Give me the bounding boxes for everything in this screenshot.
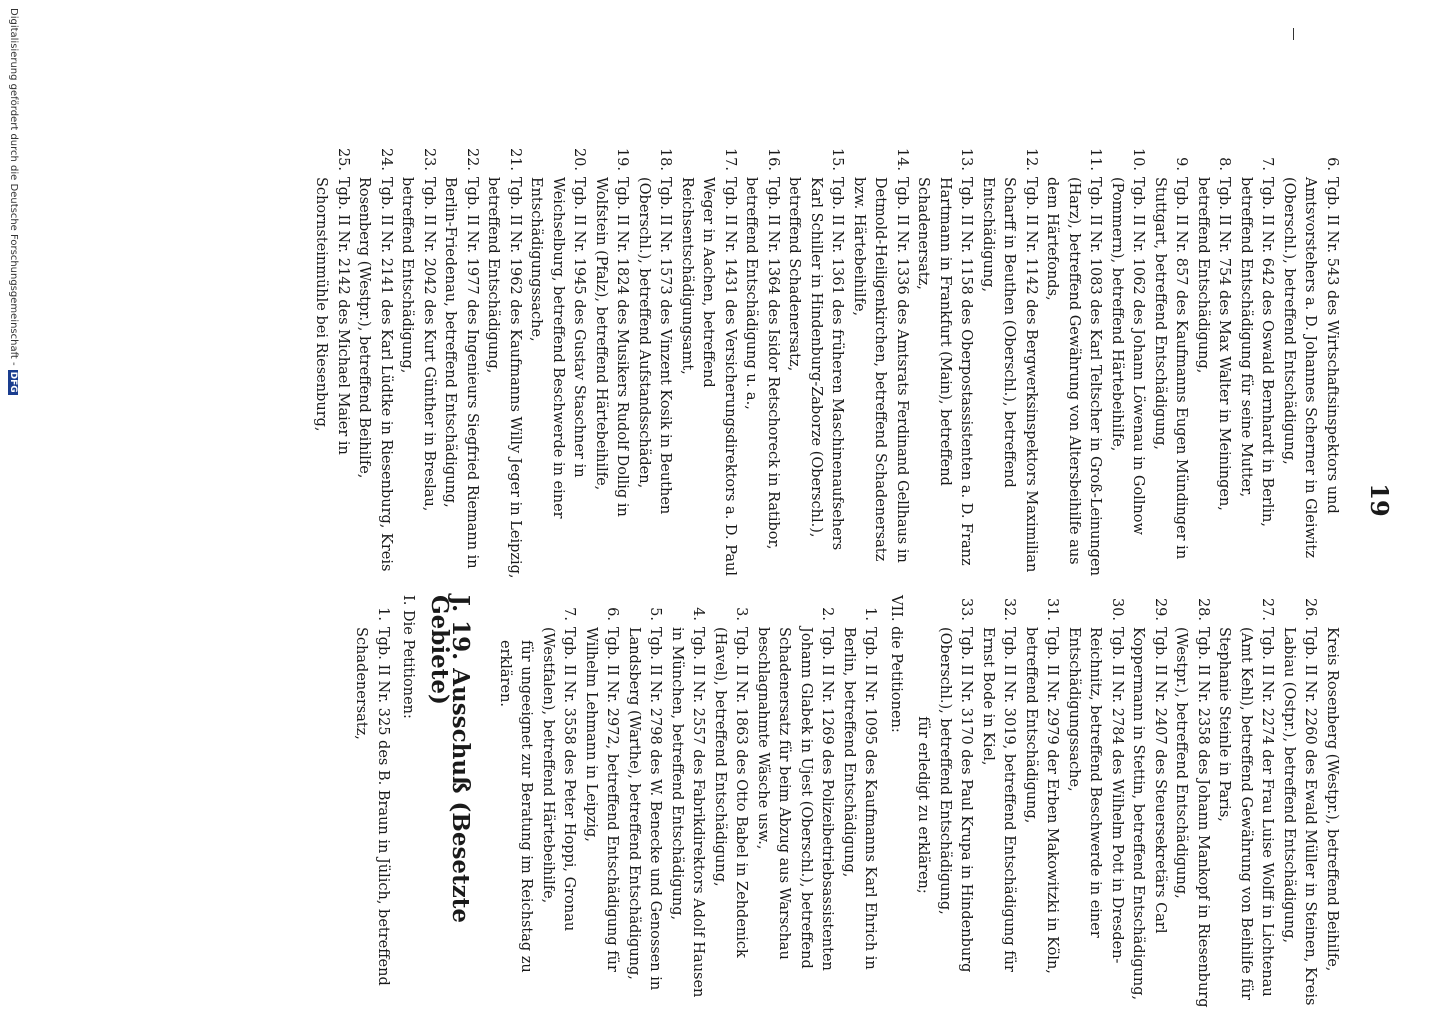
petition-entry <box>633 145 676 585</box>
entry-text: Tgb. II Nr. 2407 des Steuersekretärs Carl Koppermann in Stettin, betreffend Entschädigung, <box>1130 627 1168 1001</box>
entry-number: 33. <box>958 597 975 621</box>
petition-entry <box>350 595 393 1015</box>
entry-text: Tgb. II Nr. 2979 der Erben Makowitzki in Köln, betreffend Entschädigung, <box>1023 627 1061 974</box>
entry-number: 14. <box>894 147 910 171</box>
petition-entry <box>838 595 881 1015</box>
entry-number: 3. <box>733 607 750 621</box>
entry-text: Tgb. II Nr. 1158 des Oberpostassistenten a. D. Franz Hartmann in Frankfurt (Main), betreffend Schadenersatz, <box>915 177 975 566</box>
entry-text: Tgb. II Nr. 1364 des Isidor Retschoreck in Ratibor, betreffend Entschädigung u. a., <box>743 177 781 550</box>
entry-text: Tgb. II Nr. 3019, betreffend Entschädigung für Ernst Bode in Kiel, <box>980 627 1018 972</box>
petition-entry <box>1149 145 1192 585</box>
dfg-logo: DFG <box>8 371 19 393</box>
entry-number: 18. <box>657 147 674 171</box>
section-vii-label: VII. die Petitionen: <box>888 595 904 733</box>
entry-text: Tgb. II Nr. 1863 des Otto Babel in Zehdenick (Havel), betreffend Entschädigung, <box>712 627 750 958</box>
petition-entry <box>396 145 439 585</box>
margin-mark <box>1293 28 1294 40</box>
petition-entry <box>1278 595 1321 1015</box>
entry-text: Tgb. II Nr. 1083 des Karl Teltscher in Groß-Leinungen (Harz), betreffend Gewährung von Altersbeihilfe aus dem Härtefonds, <box>1044 177 1104 576</box>
petition-entry <box>590 145 633 585</box>
right-column <box>350 595 1342 1015</box>
entry-text: Tgb. II Nr. 2358 des Johann Mankopf in Riesenburg (Westpr.), betreffend Entschädigung, <box>1173 627 1211 1008</box>
entry-number: 1. <box>862 607 879 621</box>
petition-entry <box>1127 595 1170 1015</box>
entry-number: 28. <box>1195 597 1211 621</box>
entry-text: Tgb. II Nr. 1945 des Gustav Staschner in Weichselburg, betreffend Beschwerde in einer Entschädigungssache, <box>528 177 588 519</box>
entry-number: 12. <box>1023 147 1039 171</box>
ungeeignet-note: für ungeeignet zur Beratung im Reichstag zu erklären. <box>497 640 535 973</box>
entry-text: Tgb. II Nr. 2260 des Ewald Müller in Steinen, Kreis Labiau (Ostpr.), betreffend Entschädigung, <box>1281 627 1319 1006</box>
erledigt-note: für erledigt zu erklären; <box>915 716 932 894</box>
entry-text: Tgb. II Nr. 1142 des Bergwerksinspektors Maximilian Scharff in Beuthen (Oberschl.), betreffend Entschädigung, <box>980 177 1039 573</box>
petition-entry <box>353 145 396 585</box>
entry-number: 19. <box>614 147 631 171</box>
entry-number: 29. <box>1152 597 1168 621</box>
footer <box>8 0 19 1008</box>
entry-number: 23. <box>421 147 437 171</box>
petition-entry <box>537 595 580 1015</box>
entry-number: 9. <box>1173 157 1190 171</box>
petition-entry <box>1020 595 1063 1015</box>
entry-text: Tgb. II Nr. 754 des Max Walter in Meiningen, betreffend Entschädigung, <box>1195 177 1233 511</box>
entry-number: 5. <box>647 607 664 621</box>
entry-text: Tgb. II Nr. 2557 des Fabrikdirektors Adolf Hausen in München, betreffend Entschädigung, <box>669 627 707 998</box>
entry-text: Tgb. II Nr. 2274 der Frau Luise Wolff in Lichtenau (Amt Kehl), betreffend Gewährung von Beihilfe für Stephanie Steinle in Paris, <box>1216 627 1276 1001</box>
entry-number: 10. <box>1130 147 1147 171</box>
petition-entry <box>1213 595 1278 1015</box>
entry-number: 1. <box>375 607 391 621</box>
petition-entry <box>1278 145 1343 585</box>
entry-number: 26. <box>1302 597 1319 621</box>
entry-number: 4. <box>690 607 707 621</box>
petition-entry <box>1041 145 1106 585</box>
entry-number: 11. <box>1087 147 1104 171</box>
entry-number: 16. <box>765 147 781 171</box>
right-entries <box>934 595 1321 1015</box>
petition-entry <box>676 145 741 585</box>
entry-number: 30. <box>1109 597 1125 621</box>
section-i-entries <box>350 595 393 1015</box>
entry-text: Tgb. II Nr. 1977 des Ingenieurs Siegfried Riemann in Berlin-Friedenau, betreffend Entschädigung, <box>442 177 480 569</box>
entry-number: 27. <box>1259 597 1276 621</box>
petition-entry <box>666 595 709 1015</box>
committee-heading: J. 19. Ausschuß (Besetzte Gebiete) <box>426 595 475 924</box>
entry-text: Tgb. II Nr. 1269 des Polizeibetriebsassistenten Johann Glabek in Ujest (Oberschl.), betreffend Schadenersatz für beim Abzug aus Warschau beschlagnahmte Wäsche usw., <box>755 627 836 971</box>
entry-number: 7. <box>561 607 578 621</box>
entry-text: Tgb. II Nr. 2972, betreffend Entschädigung für Wilhelm Lehmann in Leipzig, <box>583 627 621 972</box>
entry-number: 22. <box>464 147 480 171</box>
entry-number: 15. <box>829 147 846 171</box>
petition-entry <box>580 595 623 1015</box>
entry-text: Tgb. II Nr. 2141 des Karl Lüdtke in Riesenburg, Kreis Rosenberg (Westpr.), betreffend Beihilfe, <box>356 177 394 572</box>
entry-text: Tgb. II Nr. 642 des Oswald Bernhardt in Berlin, betreffend Entschädigung für seine Mutter, <box>1238 177 1276 527</box>
entry-text: Tgb. II Nr. 2142 des Michael Maier in Schornsteinmühle bei Riesenburg, <box>313 177 351 455</box>
page-number: 19 <box>1365 483 1394 517</box>
petition-entry <box>848 145 913 585</box>
left-column <box>310 145 1342 585</box>
entry-text: Tgb. II Nr. 1361 des früheren Maschinenaufsehers Karl Schiller in Hindenburg-Zaborze (Oberschl.), betreffend Schadenersatz, <box>786 177 846 551</box>
entry-text: Tgb. II Nr. 2042 des Kurt Günther in Breslau, betreffend Entschädigung, <box>399 177 437 512</box>
entry-number: 2. <box>819 607 836 621</box>
petition-entry <box>1106 145 1149 585</box>
continuation-text: Kreis Rosenberg (Westpr.), betreffend Beihilfe, <box>1324 627 1340 972</box>
entry-text: Tgb. II Nr. 3170 des Paul Krupa in Hindenburg (Oberschl.), betreffend Entschädigung, <box>937 627 975 973</box>
entry-number: 8. <box>1216 157 1233 171</box>
entry-text: Tgb. II Nr. 1573 des Vinzent Kosik in Beuthen (Oberschl.), betreffend Aufstandsschäden, <box>636 177 674 515</box>
petition-entry <box>977 595 1020 1015</box>
petition-entry <box>482 145 525 585</box>
entry-text: Tgb. II Nr. 1962 des Kaufmanns Willy Jeger in Leipzig, betreffend Entschädigung, <box>485 177 523 579</box>
entry-number: 6. <box>604 607 621 621</box>
petition-entry <box>310 145 353 585</box>
petition-entry <box>912 145 977 585</box>
entry-text: Tgb. II Nr. 2798 des W. Benecke und Genossen in Landsberg (Warthe), betreffend Entschädigung, <box>626 627 664 991</box>
petition-entry <box>439 145 482 585</box>
petition-entry <box>1235 145 1278 585</box>
petition-entry <box>623 595 666 1015</box>
footer-text: Digitalisierung gefördert durch die Deutsche Forschungsgemeinschaft - <box>8 8 19 366</box>
petition-entry <box>783 145 848 585</box>
entry-number: 7. <box>1259 157 1276 171</box>
petition-entry <box>977 145 1042 585</box>
petition-entry <box>740 145 783 585</box>
petition-entry <box>1192 145 1235 585</box>
section-vii-entries <box>537 595 881 1015</box>
entry-number: 25. <box>335 147 351 171</box>
entry-text: Tgb. II Nr. 1062 des Johann Löwenau in Gollnow (Pommern), betreffend Härtebeihilfe, <box>1109 177 1147 535</box>
entry-text: Tgb. II Nr. 543 des Wirtschaftsinspektors und Amtsvorstehers a. D. Johannes Scherner in Gleiwitz (Oberschl.), betreffend Entschädigung, <box>1281 177 1340 559</box>
entry-number: 24. <box>378 147 394 171</box>
entry-text: Tgb. II Nr. 857 des Kaufmanns Eugen Mündinger in Stuttgart, betreffend Entschädigung, <box>1152 177 1190 560</box>
entry-text: Tgb. II Nr. 2784 des Wilhelm Pott in Dresden-Reichnitz, betreffend Beschwerde in einer Entschädigungssache, <box>1066 627 1125 964</box>
petition-entry <box>934 595 977 1015</box>
entry-number: 32. <box>1001 597 1018 621</box>
entry-number: 20. <box>571 147 588 171</box>
entry-number: 31. <box>1044 597 1061 621</box>
entry-text: Tgb. II Nr. 1431 des Versicherungsdirektors a. D. Paul Weger in Aachen, betreffend Reichsentschädigungsamt, <box>679 177 738 576</box>
entry-text: Tgb. II Nr. 325 des B. Braun in Jülich, betreffend Schadenersatz, <box>353 627 391 986</box>
petition-entry <box>1170 595 1213 1015</box>
entry-number: 13. <box>958 147 975 171</box>
entry-text: Tgb. II Nr. 1824 des Musikers Rudolf Dollig in Wolfstein (Pfalz), betreffend Härtebeihilfe, <box>593 177 631 517</box>
entry-text: Tgb. II Nr. 1095 des Kaufmanns Karl Ehrich in Berlin, betreffend Entschädigung, <box>841 627 879 970</box>
petition-entry <box>525 145 590 585</box>
entry-number: 17. <box>722 147 738 171</box>
entry-number: 6. <box>1324 157 1340 171</box>
petition-entry <box>709 595 752 1015</box>
petition-entry <box>752 595 838 1015</box>
entry-text: Tgb. II Nr. 3558 des Peter Hoppi, Gronau (Westfalen), betreffend Härtebeihilfe, <box>540 627 578 932</box>
petition-entry <box>1063 595 1128 1015</box>
entry-text: Tgb. II Nr. 1336 des Amtsrats Ferdinand Gellhaus in Detmold-Heiligenkirchen, betreffend Schadenersatz bzw. Härtebeihilfe, <box>851 177 910 563</box>
entry-number: 21. <box>507 147 523 171</box>
section-i-label: I. Die Petitionen: <box>400 595 417 719</box>
